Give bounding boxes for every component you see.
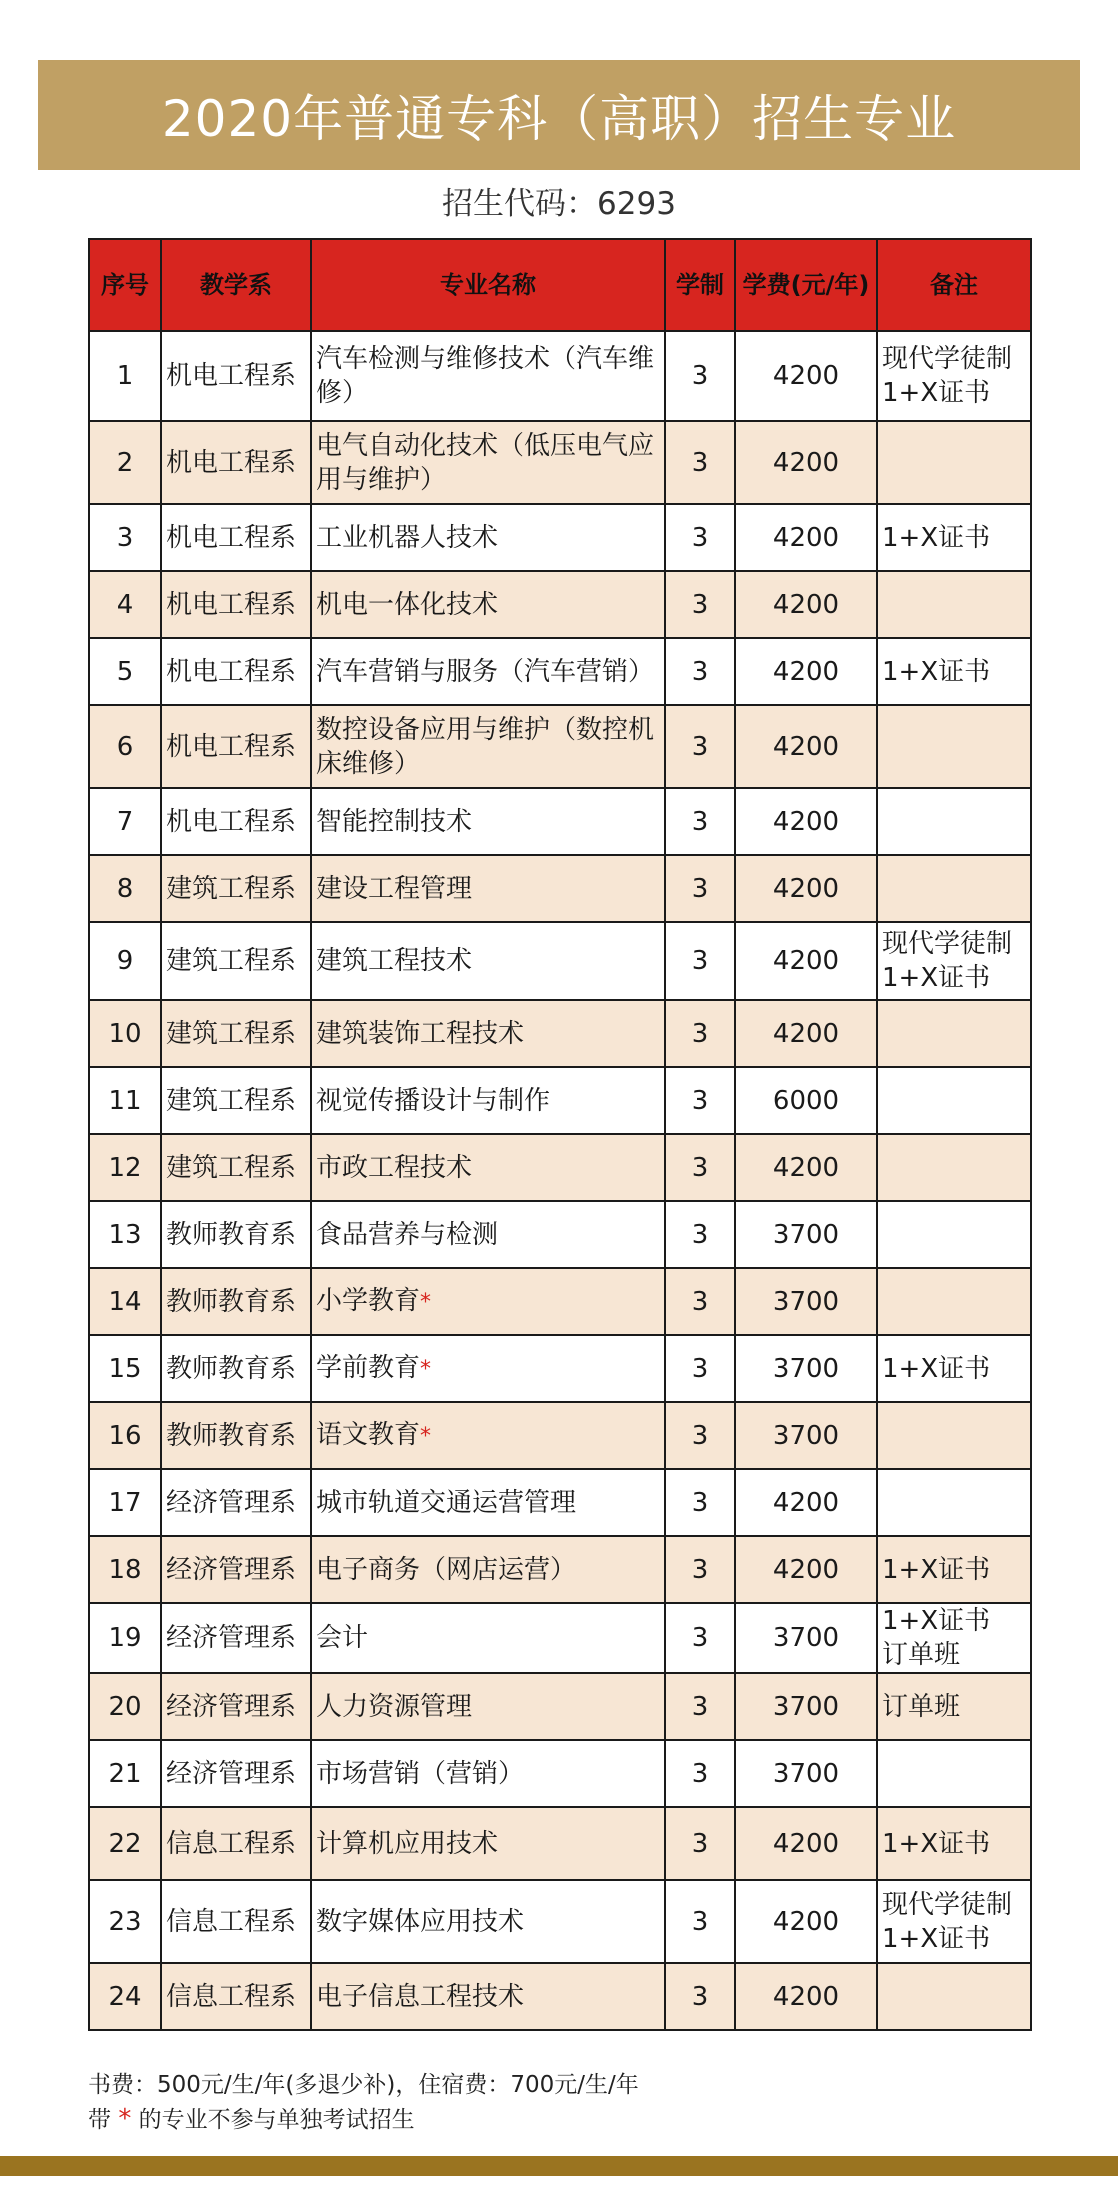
row-number: 4	[89, 571, 161, 638]
table-row	[89, 1469, 1031, 1536]
star-legend-text: 的专业不参与单独考试招生	[138, 2107, 415, 2133]
years-cell: 3	[665, 1201, 735, 1268]
row-number: 9	[89, 922, 161, 1000]
table-row	[89, 504, 1031, 571]
fee-cell: 6000	[735, 1067, 877, 1134]
major-cell	[311, 1536, 665, 1603]
major-name: 机电一体化技术	[316, 589, 499, 620]
note-line: 1+X证书	[882, 656, 991, 687]
years-cell: 3	[665, 922, 735, 1000]
table-header-row	[89, 239, 1031, 331]
fee-cell: 4200	[735, 922, 877, 1000]
page-title: 2020年普通专科（高职）招生专业	[161, 90, 957, 148]
fee-cell: 4200	[735, 331, 877, 421]
years-cell: 3	[665, 1603, 735, 1673]
note-line: 1+X证书	[882, 1554, 991, 1585]
major-cell	[311, 1268, 665, 1335]
major-name: 电子信息工程技术	[316, 1981, 525, 2012]
table-row	[89, 1268, 1031, 1335]
department-cell: 机电工程系	[161, 705, 311, 788]
table-row	[89, 331, 1031, 421]
major-cell	[311, 1067, 665, 1134]
table-row	[89, 1201, 1031, 1268]
fee-note: 书费：500元/生/年(多退少补)，住宿费：700元/生/年	[88, 2072, 639, 2098]
years-cell: 3	[665, 705, 735, 788]
department-cell: 机电工程系	[161, 638, 311, 705]
notes-cell	[877, 1469, 1031, 1536]
notes-cell	[877, 1335, 1031, 1402]
years-cell: 3	[665, 1067, 735, 1134]
title-banner	[38, 60, 1080, 170]
notes-cell	[877, 855, 1031, 922]
notes-cell	[877, 1807, 1031, 1880]
major-cell	[311, 421, 665, 504]
department-cell: 建筑工程系	[161, 1000, 311, 1067]
years-cell: 3	[665, 1673, 735, 1740]
notes-cell	[877, 1740, 1031, 1807]
major-name: 建设工程管理	[316, 873, 473, 904]
row-number: 8	[89, 855, 161, 922]
major-name: 计算机应用技术	[316, 1828, 499, 1859]
fee-cell: 4200	[735, 571, 877, 638]
star-icon: *	[118, 2104, 132, 2134]
notes-cell	[877, 922, 1031, 1000]
years-cell: 3	[665, 504, 735, 571]
notes-cell	[877, 1536, 1031, 1603]
major-name: 小学教育	[316, 1285, 421, 1316]
department-cell: 机电工程系	[161, 571, 311, 638]
major-name: 电子商务（网店运营）	[316, 1554, 577, 1585]
major-name: 城市轨道交通运营管理	[316, 1487, 577, 1518]
years-cell: 3	[665, 1402, 735, 1469]
notes-cell	[877, 1880, 1031, 1963]
major-name: 电气自动化技术（低压电气应用与维护）	[316, 430, 655, 495]
row-number: 21	[89, 1740, 161, 1807]
notes-cell	[877, 421, 1031, 504]
row-number: 17	[89, 1469, 161, 1536]
major-name: 工业机器人技术	[316, 522, 499, 553]
row-number: 12	[89, 1134, 161, 1201]
major-cell	[311, 1673, 665, 1740]
col-header-years: 学制	[665, 239, 735, 331]
row-number: 10	[89, 1000, 161, 1067]
notes-cell	[877, 331, 1031, 421]
notes-cell	[877, 1000, 1031, 1067]
department-cell: 信息工程系	[161, 1963, 311, 2030]
col-header-notes: 备注	[877, 239, 1031, 331]
department-cell: 建筑工程系	[161, 1134, 311, 1201]
major-cell	[311, 1000, 665, 1067]
note-line: 1+X证书	[882, 1606, 991, 1636]
years-cell: 3	[665, 1469, 735, 1536]
years-cell: 3	[665, 1963, 735, 2030]
table-row	[89, 788, 1031, 855]
major-name: 数字媒体应用技术	[316, 1906, 525, 1937]
majors-table	[88, 238, 1032, 2031]
major-name: 市政工程技术	[316, 1152, 473, 1183]
major-name: 市场营销（营销）	[316, 1758, 525, 1789]
major-name: 语文教育	[316, 1419, 421, 1450]
fee-cell: 4200	[735, 504, 877, 571]
star-icon: *	[420, 1356, 432, 1382]
notes-cell	[877, 788, 1031, 855]
notes-cell	[877, 1673, 1031, 1740]
department-cell: 经济管理系	[161, 1673, 311, 1740]
years-cell: 3	[665, 788, 735, 855]
fee-cell: 3700	[735, 1201, 877, 1268]
notes-cell	[877, 504, 1031, 571]
department-cell: 教师教育系	[161, 1201, 311, 1268]
row-number: 15	[89, 1335, 161, 1402]
years-cell: 3	[665, 1000, 735, 1067]
fee-cell: 4200	[735, 788, 877, 855]
years-cell: 3	[665, 1880, 735, 1963]
fee-cell: 4200	[735, 638, 877, 705]
major-cell	[311, 1134, 665, 1201]
department-cell: 建筑工程系	[161, 855, 311, 922]
major-cell	[311, 1335, 665, 1402]
note-line: 现代学徒制	[882, 344, 1013, 374]
major-cell	[311, 1469, 665, 1536]
major-name: 建筑装饰工程技术	[316, 1018, 525, 1049]
major-cell	[311, 504, 665, 571]
years-cell: 3	[665, 638, 735, 705]
fee-cell: 3700	[735, 1673, 877, 1740]
major-cell	[311, 331, 665, 421]
table-row	[89, 1134, 1031, 1201]
major-cell	[311, 1402, 665, 1469]
major-name: 汽车营销与服务（汽车营销）	[316, 656, 655, 687]
row-number: 1	[89, 331, 161, 421]
majors-table-body	[89, 331, 1031, 2030]
department-cell: 信息工程系	[161, 1880, 311, 1963]
notes-cell	[877, 1603, 1031, 1673]
notes-cell	[877, 1201, 1031, 1268]
fee-cell: 4200	[735, 1807, 877, 1880]
major-cell	[311, 1880, 665, 1963]
department-cell: 教师教育系	[161, 1268, 311, 1335]
department-cell: 信息工程系	[161, 1807, 311, 1880]
enrollment-code: 招生代码：6293	[442, 186, 676, 222]
years-cell: 3	[665, 421, 735, 504]
row-number: 5	[89, 638, 161, 705]
major-cell	[311, 1963, 665, 2030]
department-cell: 经济管理系	[161, 1469, 311, 1536]
row-number: 23	[89, 1880, 161, 1963]
fee-cell: 3700	[735, 1268, 877, 1335]
row-number: 13	[89, 1201, 161, 1268]
note-line: 1+X证书	[882, 1923, 991, 1954]
department-cell: 机电工程系	[161, 504, 311, 571]
fee-cell: 4200	[735, 1880, 877, 1963]
notes-cell	[877, 638, 1031, 705]
department-cell: 建筑工程系	[161, 922, 311, 1000]
row-number: 7	[89, 788, 161, 855]
major-cell	[311, 855, 665, 922]
department-cell: 教师教育系	[161, 1402, 311, 1469]
years-cell: 3	[665, 1536, 735, 1603]
fee-cell: 4200	[735, 1000, 877, 1067]
star-icon: *	[420, 1289, 432, 1315]
note-line: 现代学徒制	[882, 1889, 1013, 1920]
row-number: 22	[89, 1807, 161, 1880]
table-row	[89, 1067, 1031, 1134]
notes-cell	[877, 1268, 1031, 1335]
department-cell: 经济管理系	[161, 1603, 311, 1673]
major-cell	[311, 571, 665, 638]
major-name: 汽车检测与维修技术（汽车维修）	[316, 344, 655, 408]
notes-cell	[877, 1963, 1031, 2030]
row-number: 20	[89, 1673, 161, 1740]
major-cell	[311, 1201, 665, 1268]
department-cell: 机电工程系	[161, 788, 311, 855]
note-line: 1+X证书	[882, 1828, 991, 1859]
table-row	[89, 855, 1031, 922]
bottom-bar	[0, 2156, 1118, 2176]
notes-cell	[877, 705, 1031, 788]
table-row	[89, 922, 1031, 1000]
fee-cell: 4200	[735, 421, 877, 504]
table-row	[89, 1335, 1031, 1402]
note-line: 1+X证书	[882, 522, 991, 553]
department-cell: 机电工程系	[161, 421, 311, 504]
years-cell: 3	[665, 331, 735, 421]
star-legend	[88, 2101, 415, 2134]
table-row	[89, 1740, 1031, 1807]
major-cell	[311, 1807, 665, 1880]
major-cell	[311, 1740, 665, 1807]
major-name: 建筑工程技术	[316, 946, 473, 976]
department-cell: 经济管理系	[161, 1740, 311, 1807]
notes-cell	[877, 571, 1031, 638]
table-row	[89, 1963, 1031, 2030]
years-cell: 3	[665, 1268, 735, 1335]
notes-cell	[877, 1402, 1031, 1469]
note-line: 1+X证书	[882, 378, 991, 408]
note-line: 1+X证书	[882, 963, 991, 993]
row-number: 14	[89, 1268, 161, 1335]
table-row	[89, 421, 1031, 504]
fee-cell: 4200	[735, 1134, 877, 1201]
fee-cell: 4200	[735, 705, 877, 788]
major-name: 食品营养与检测	[316, 1219, 499, 1250]
fee-cell: 3700	[735, 1335, 877, 1402]
years-cell: 3	[665, 1134, 735, 1201]
department-cell: 机电工程系	[161, 331, 311, 421]
row-number: 11	[89, 1067, 161, 1134]
row-number: 3	[89, 504, 161, 571]
table-row	[89, 705, 1031, 788]
department-cell: 教师教育系	[161, 1335, 311, 1402]
fee-cell: 3700	[735, 1402, 877, 1469]
department-cell: 建筑工程系	[161, 1067, 311, 1134]
table-row	[89, 1536, 1031, 1603]
row-number: 16	[89, 1402, 161, 1469]
table-row	[89, 1807, 1031, 1880]
years-cell: 3	[665, 1335, 735, 1402]
col-header-major: 专业名称	[311, 239, 665, 331]
row-number: 24	[89, 1963, 161, 2030]
major-cell	[311, 922, 665, 1000]
star-legend-prefix: 带	[88, 2107, 111, 2133]
col-header-fee: 学费(元/年)	[735, 239, 877, 331]
department-cell: 经济管理系	[161, 1536, 311, 1603]
table-row	[89, 1000, 1031, 1067]
row-number: 6	[89, 705, 161, 788]
notes-cell	[877, 1067, 1031, 1134]
fee-cell: 3700	[735, 1603, 877, 1673]
major-cell	[311, 638, 665, 705]
major-name: 会计	[316, 1623, 369, 1653]
major-cell	[311, 705, 665, 788]
fee-cell: 4200	[735, 1963, 877, 2030]
table-row	[89, 1402, 1031, 1469]
major-cell	[311, 1603, 665, 1673]
row-number: 19	[89, 1603, 161, 1673]
years-cell: 3	[665, 1740, 735, 1807]
fee-cell: 4200	[735, 1469, 877, 1536]
star-icon: *	[420, 1423, 432, 1449]
years-cell: 3	[665, 571, 735, 638]
notes-cell	[877, 1134, 1031, 1201]
major-name: 学前教育	[316, 1352, 421, 1383]
fee-cell: 4200	[735, 855, 877, 922]
table-row	[89, 1673, 1031, 1740]
row-number: 18	[89, 1536, 161, 1603]
major-name: 人力资源管理	[316, 1691, 473, 1722]
table-row	[89, 571, 1031, 638]
col-header-dept: 教学系	[161, 239, 311, 331]
major-name: 智能控制技术	[316, 806, 473, 837]
fee-cell: 4200	[735, 1536, 877, 1603]
row-number: 2	[89, 421, 161, 504]
years-cell: 3	[665, 1807, 735, 1880]
table-row	[89, 1880, 1031, 1963]
years-cell: 3	[665, 855, 735, 922]
note-line: 订单班	[882, 1691, 961, 1722]
major-cell	[311, 788, 665, 855]
note-line: 1+X证书	[882, 1353, 991, 1384]
major-name: 数控设备应用与维护（数控机床维修）	[316, 714, 655, 779]
major-name: 视觉传播设计与制作	[316, 1085, 551, 1116]
note-line: 订单班	[882, 1640, 961, 1670]
fee-cell: 3700	[735, 1740, 877, 1807]
note-line: 现代学徒制	[882, 929, 1013, 959]
col-header-no: 序号	[89, 239, 161, 331]
table-row	[89, 638, 1031, 705]
table-row	[89, 1603, 1031, 1673]
